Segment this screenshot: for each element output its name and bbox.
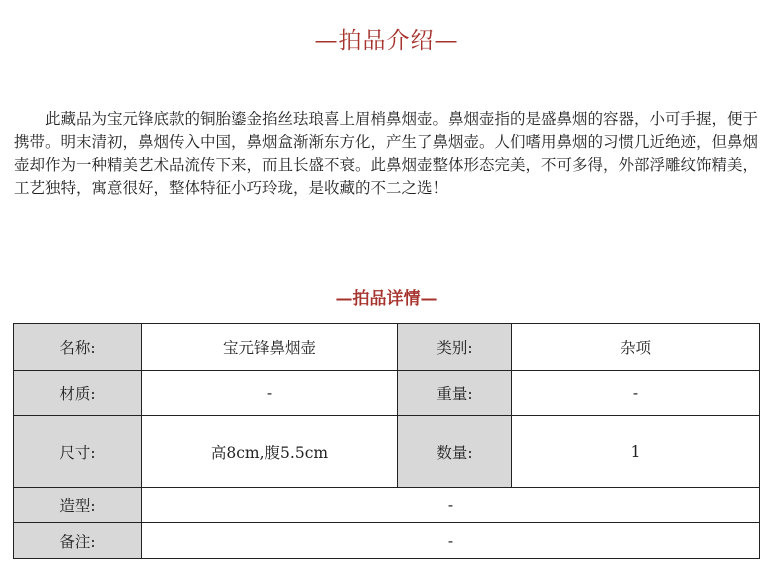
quantity-label: 数量: <box>398 416 512 488</box>
material-value: - <box>142 371 398 416</box>
table-row <box>14 416 760 488</box>
shape-value: - <box>142 488 760 523</box>
table-row <box>14 324 760 371</box>
note-label: 备注: <box>14 523 142 559</box>
note-value: - <box>142 523 760 559</box>
weight-label: 重量: <box>398 371 512 416</box>
details-title: —拍品详情— <box>335 289 438 309</box>
size-label: 尺寸: <box>14 416 142 488</box>
name-label: 名称: <box>14 324 142 371</box>
material-label: 材质: <box>14 371 142 416</box>
table-row <box>14 371 760 416</box>
weight-value: - <box>512 371 760 416</box>
size-value: 高8cm,腹5.5cm <box>142 416 398 488</box>
shape-label: 造型: <box>14 488 142 523</box>
category-value: 杂项 <box>512 324 760 371</box>
category-label: 类别: <box>398 324 512 371</box>
table-row <box>14 488 760 523</box>
details-table <box>13 323 760 559</box>
table-row <box>14 523 760 559</box>
intro-paragraph: 此藏品为宝元锋底款的铜胎鎏金掐丝珐琅喜上眉梢鼻烟壶。鼻烟壶指的是盛鼻烟的容器，小可手握，便于携带。明末清初，鼻烟传入中国，鼻烟盒渐渐东方化，产生了鼻烟壶。人们嗜用鼻烟的习惯几近绝迹，但鼻烟壶却作为一种精美艺术品流传下来，而且长盛不衰。此鼻烟壶整体形态完美，不可多得，外部浮雕纹饰精美，工艺独特，寓意很好，整体特征小巧玲珑，是收藏的不二之选！ <box>14 110 759 197</box>
quantity-value: 1 <box>512 416 760 488</box>
name-value: 宝元锋鼻烟壶 <box>142 324 398 371</box>
intro-title: —拍品介绍— <box>314 28 459 54</box>
